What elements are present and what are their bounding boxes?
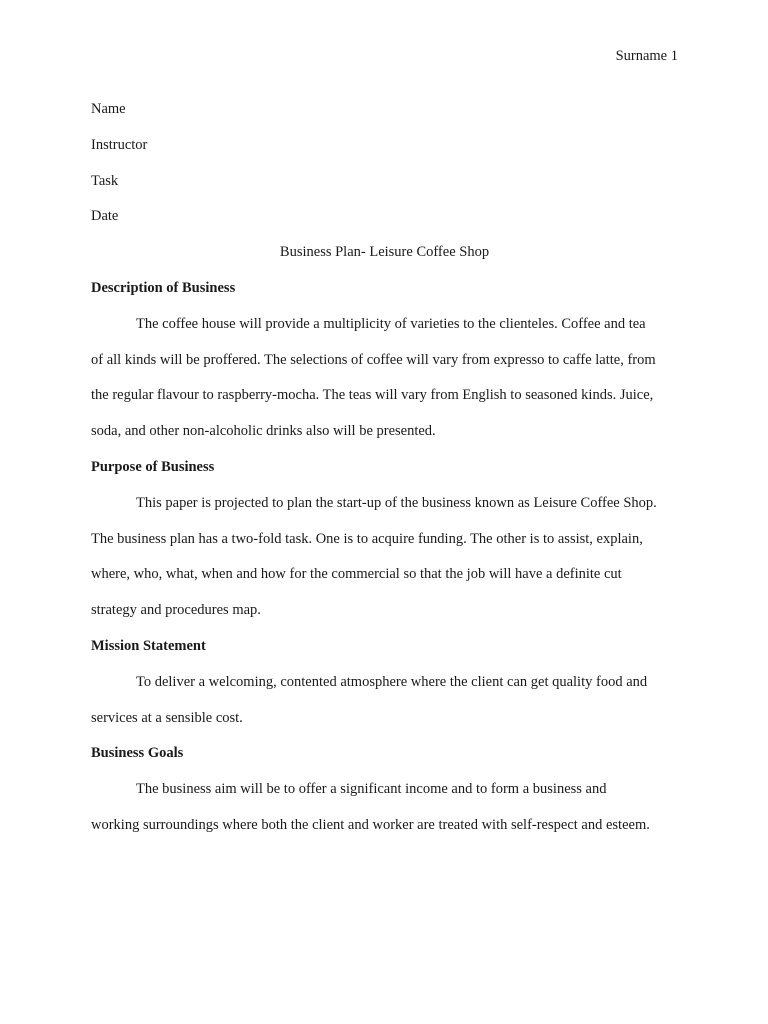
paragraph-line: strategy and procedures map. <box>91 602 261 619</box>
paragraph-line: This paper is projected to plan the start-up of the business known as Leisure Coffee Shop. <box>136 494 657 511</box>
running-head: Surname 1 <box>615 48 678 64</box>
task-label: Task <box>91 172 119 189</box>
section-heading-purpose: Purpose of Business <box>91 458 215 475</box>
paragraph-line: To deliver a welcoming, contented atmosphere where the client can get quality food and <box>136 673 648 690</box>
student-name: Name <box>91 101 126 117</box>
paragraph-line: the regular flavour to raspberry-mocha. The teas will vary from English to seasoned kinds. Juice, <box>91 387 654 404</box>
section-heading-mission: Mission Statement <box>91 637 206 654</box>
date-label: Date <box>91 208 119 225</box>
section-heading-description: Description of Business <box>91 279 236 296</box>
paragraph-line: The business aim will be to offer a significant income and to form a business and <box>136 781 607 798</box>
paragraph-line: The coffee house will provide a multiplicity of varieties to the clienteles. Coffee and tea <box>136 315 646 332</box>
paragraph-line: soda, and other non-alcoholic drinks also will be presented. <box>91 423 436 440</box>
document-body <box>91 92 678 844</box>
paragraph-line: services at a sensible cost. <box>91 709 243 726</box>
document-title: Business Plan- Leisure Coffee Shop <box>279 244 490 261</box>
paragraph-line: The business plan has a two-fold task. One is to acquire funding. The other is to assist, explain, <box>91 530 643 547</box>
instructor-name: Instructor <box>91 136 148 153</box>
section-heading-goals: Business Goals <box>91 745 184 762</box>
paragraph-line: of all kinds will be proffered. The selections of coffee will vary from expresso to caffe latte, from <box>91 351 656 368</box>
paragraph-line: working surroundings where both the client and worker are treated with self-respect and esteem. <box>91 816 650 833</box>
paragraph-line: where, who, what, when and how for the commercial so that the job will have a definite cut <box>91 566 622 583</box>
